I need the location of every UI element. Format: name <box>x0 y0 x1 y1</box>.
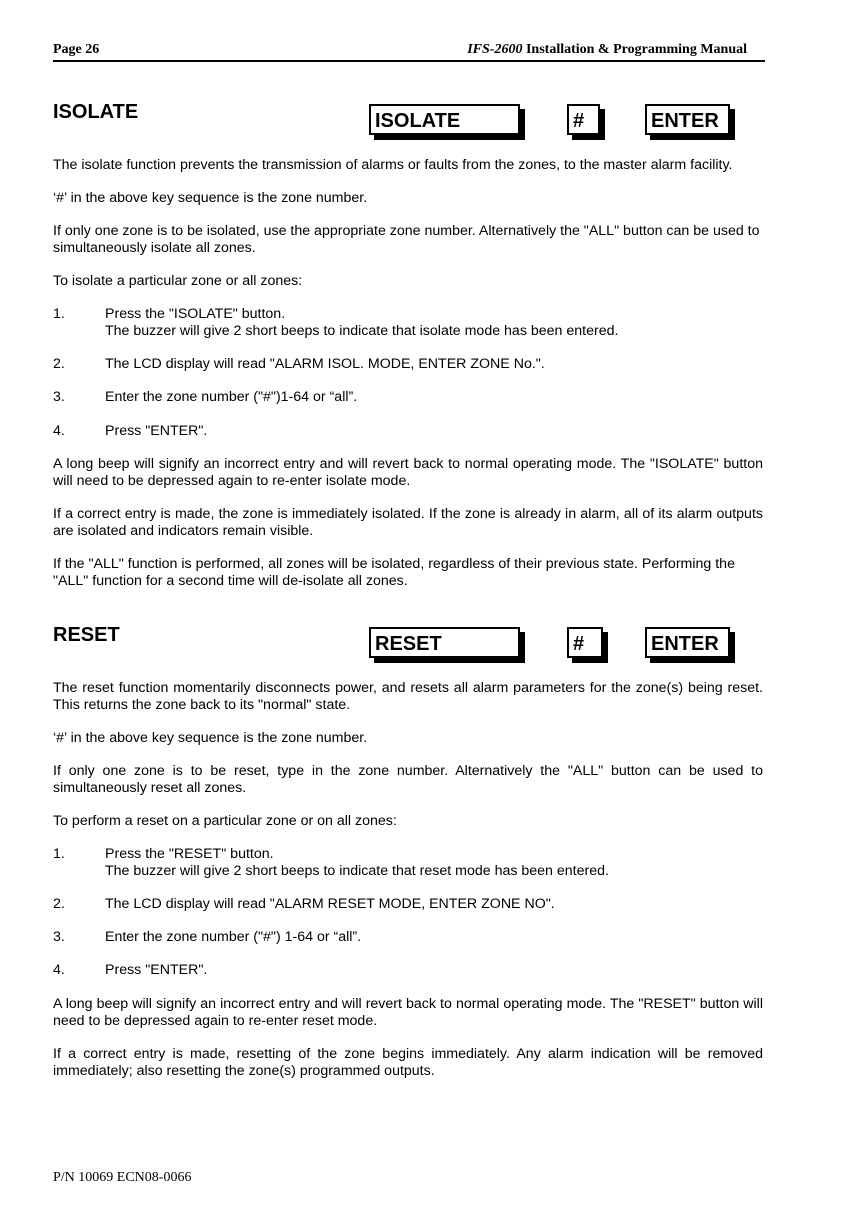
isolate-key: ISOLATE <box>369 104 520 135</box>
isolate-p5: A long beep will signify an incorrect entry and will revert back to normal operating mode. The "ISOLATE" button will need to be depressed again to re-enter isolate mode. <box>53 456 763 489</box>
step-text <box>105 306 763 340</box>
isolate-p2: ‘#’ in the above key sequence is the zone number. <box>53 190 368 206</box>
reset-p2: ‘#’ in the above key sequence is the zone number. <box>53 730 368 746</box>
manual-title-text: Installation & Programming Manual <box>525 42 747 57</box>
step-text: Enter the zone number ("#") 1-64 or “all”. <box>105 929 362 945</box>
step-line: Press the "RESET" button. <box>105 846 274 862</box>
step-number: 3. <box>53 389 65 405</box>
isolate-p7: If the "ALL" function is performed, all zones will be isolated, regardless of their previous state. Performing the "ALL" function for a second time will de-isolate all zones. <box>53 556 735 589</box>
reset-key: RESET <box>369 627 520 658</box>
reset-p5: A long beep will signify an incorrect entry and will revert back to normal operating mode. The "RESET" button will need to be depressed again to re-enter reset mode. <box>53 996 763 1029</box>
isolate-p1: The isolate function prevents the transmission of alarms or faults from the zones, to the master alarm facility. <box>53 157 733 173</box>
step-text: The LCD display will read "ALARM RESET MODE, ENTER ZONE NO". <box>105 896 555 912</box>
isolate-zone-key: # <box>567 104 600 135</box>
reset-heading: RESET <box>53 624 120 646</box>
step-number: 1. <box>53 306 65 322</box>
part-number-footer: P/N 10069 ECN08-0066 <box>53 1170 192 1185</box>
page-number: Page 26 <box>53 42 100 57</box>
step-number: 2. <box>53 896 65 912</box>
step-text: Press "ENTER". <box>105 423 208 439</box>
step-number: 4. <box>53 423 65 439</box>
reset-p1: The reset function momentarily disconnects power, and resets all alarm parameters for the zone(s) being reset. This returns the zone back to its "normal" state. <box>53 680 763 713</box>
isolate-p4: To isolate a particular zone or all zones: <box>53 273 303 289</box>
step-number: 3. <box>53 929 65 945</box>
step-number: 4. <box>53 962 65 978</box>
reset-p6: If a correct entry is made, resetting of the zone begins immediately. Any alarm indication will be removed immediately; also resetting the zone(s) programmed outputs. <box>53 1046 763 1079</box>
manual-title <box>467 42 747 58</box>
step-line: The buzzer will give 2 short beeps to indicate that isolate mode has been entered. <box>105 323 619 339</box>
reset-zone-key: # <box>567 627 603 658</box>
step-number: 2. <box>53 356 65 372</box>
step-text: Press "ENTER". <box>105 962 208 978</box>
isolate-heading: ISOLATE <box>53 101 139 123</box>
step-text <box>105 846 763 880</box>
reset-p3: If only one zone is to be reset, type in the zone number. Alternatively the "ALL" button can be used to simultaneously reset all zones. <box>53 763 763 796</box>
isolate-p3: If only one zone is to be isolated, use the appropriate zone number. Alternatively the "ALL" button can be used to simultaneously isolate all zones. <box>53 223 760 256</box>
step-text: Enter the zone number ("#")1-64 or “all”. <box>105 389 358 405</box>
page-header <box>53 42 765 62</box>
step-line: Press the "ISOLATE" button. <box>105 306 286 322</box>
step-number: 1. <box>53 846 65 862</box>
isolate-enter-key: ENTER <box>645 104 730 135</box>
isolate-p6: If a correct entry is made, the zone is immediately isolated. If the zone is already in alarm, all of its alarm outputs are isolated and indicators remain visible. <box>53 506 763 539</box>
step-line: The buzzer will give 2 short beeps to indicate that reset mode has been entered. <box>105 863 609 879</box>
model-name: IFS-2600 <box>467 42 523 57</box>
reset-enter-key: ENTER <box>645 627 730 658</box>
reset-p4: To perform a reset on a particular zone or on all zones: <box>53 813 397 829</box>
step-text: The LCD display will read "ALARM ISOL. MODE, ENTER ZONE No.". <box>105 356 545 372</box>
